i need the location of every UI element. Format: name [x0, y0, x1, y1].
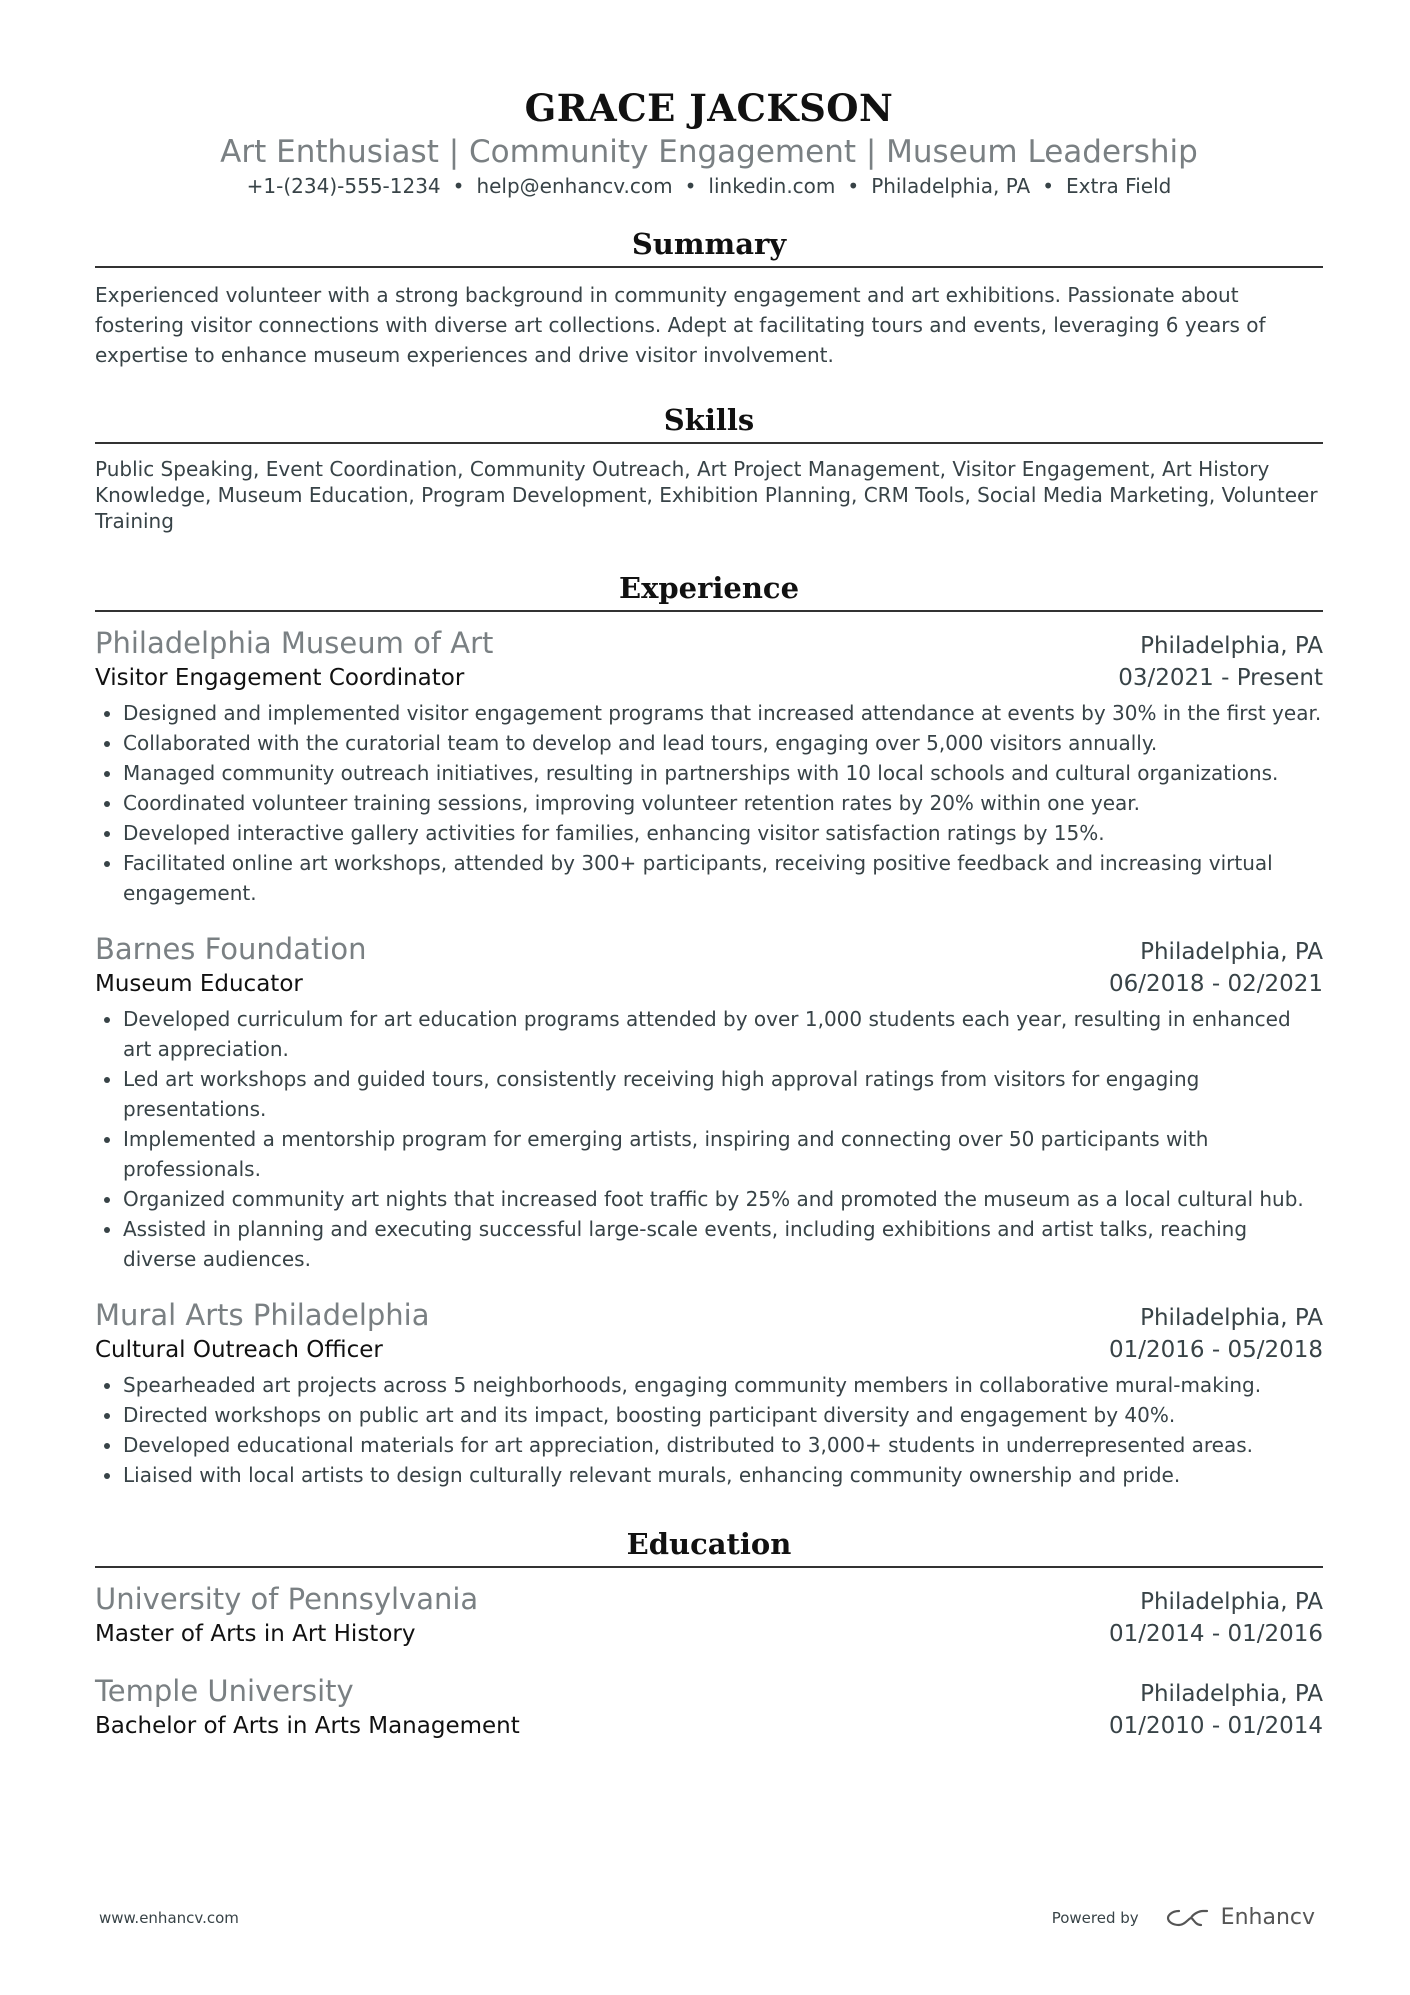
list-item: • Developed curriculum for art education programs attended by over 1,000 students each year, resulting in enhanced art appreciation. — [123, 1004, 1323, 1064]
list-item: • Developed interactive gallery activities for families, enhancing visitor satisfaction ratings by 15%. — [123, 818, 1323, 848]
list-item: • Developed educational materials for art appreciation, distributed to 3,000+ students in underrepresented areas. — [123, 1430, 1323, 1460]
summary-text: Experienced volunteer with a strong background in community engagement and art exhibitions. Passionate about fostering visitor connections with diverse art collections. Adept at facilitating tours and events, leveraging 6 years of expertise to enhance museum experiences and drive visitor involvement. — [95, 283, 1266, 367]
experience-section — [95, 568, 1323, 1490]
skills-text: Public Speaking, Event Coordination, Community Outreach, Art Project Management, Visitor Engagement, Art History Knowledge, Museum Education, Program Development, Exhibition Planning, CRM Tools, Social Media Marketing, Volunteer Training — [95, 457, 1318, 533]
experience-entry — [95, 1296, 1323, 1490]
list-item: • Liaised with local artists to design culturally relevant murals, enhancing community ownership and pride. — [123, 1460, 1323, 1490]
list-item: • Spearheaded art projects across 5 neighborhoods, engaging community members in collaborative mural-making. — [123, 1370, 1323, 1400]
school-name: Temple University — [95, 1674, 354, 1708]
list-item: • Assisted in planning and executing successful large-scale events, including exhibitions and artist talks, reaching diverse audiences. — [123, 1214, 1323, 1274]
brand-name: Enhancv — [1220, 1905, 1315, 1930]
company-location: Philadelphia, PA — [1140, 939, 1323, 965]
company-name: Mural Arts Philadelphia — [95, 1298, 430, 1332]
education-dates: 01/2010 - 01/2014 — [1108, 1713, 1323, 1739]
achievement-list — [95, 1370, 1323, 1490]
list-item: • Managed community outreach initiatives, resulting in partnerships with 10 local schools and cultural organizations. — [123, 758, 1323, 788]
company-name: Philadelphia Museum of Art — [95, 626, 494, 660]
education-heading: Education — [95, 1524, 1323, 1568]
resume-page — [95, 0, 1323, 1742]
education-section — [95, 1524, 1323, 1742]
footer-branding — [1052, 1905, 1315, 1930]
contact-email[interactable]: help@enhancv.com — [476, 174, 673, 198]
achievement-list — [95, 698, 1323, 908]
company-location: Philadelphia, PA — [1140, 633, 1323, 659]
contact-phone: +1-(234)-555-1234 — [246, 174, 441, 198]
list-item: • Collaborated with the curatorial team to develop and lead tours, engaging over 5,000 visitors annually. — [123, 728, 1323, 758]
summary-heading: Summary — [95, 224, 1323, 268]
bullet-separator: • — [847, 174, 860, 198]
skills-heading: Skills — [95, 400, 1323, 444]
contact-extra: Extra Field — [1066, 174, 1172, 198]
resume-header — [95, 0, 1323, 200]
education-dates: 01/2014 - 01/2016 — [1108, 1621, 1323, 1647]
enhancv-logo-icon — [1165, 1906, 1211, 1930]
candidate-title: Art Enthusiast | Community Engagement | Museum Leadership — [220, 134, 1198, 170]
experience-entry — [95, 930, 1323, 1274]
bullet-separator: • — [452, 174, 465, 198]
contact-line — [95, 172, 1323, 200]
list-item: • Designed and implemented visitor engagement programs that increased attendance at events by 30% in the first year. — [123, 698, 1323, 728]
bullet-separator: • — [684, 174, 697, 198]
skills-section — [95, 400, 1323, 534]
company-name: Barnes Foundation — [95, 932, 367, 966]
list-item: • Facilitated online art workshops, attended by 300+ participants, receiving positive feedback and increasing virtual engagement. — [123, 848, 1323, 908]
job-title: Museum Educator — [95, 971, 303, 997]
list-item: • Directed workshops on public art and its impact, boosting participant diversity and engagement by 40%. — [123, 1400, 1323, 1430]
list-item: • Implemented a mentorship program for emerging artists, inspiring and connecting over 50 participants with professionals. — [123, 1124, 1323, 1184]
page-footer — [99, 1905, 1315, 1930]
achievement-list — [95, 1004, 1323, 1274]
school-location: Philadelphia, PA — [1140, 1589, 1323, 1615]
degree: Bachelor of Arts in Arts Management — [95, 1713, 520, 1739]
education-entry — [95, 1672, 1323, 1742]
job-title: Visitor Engagement Coordinator — [95, 665, 465, 691]
education-entry — [95, 1580, 1323, 1650]
contact-location: Philadelphia, PA — [871, 174, 1031, 198]
job-dates: 01/2016 - 05/2018 — [1108, 1337, 1323, 1363]
bullet-separator: • — [1042, 174, 1055, 198]
summary-section — [95, 224, 1323, 370]
experience-entry — [95, 624, 1323, 908]
powered-by-label: Powered by — [1051, 1908, 1139, 1927]
company-location: Philadelphia, PA — [1140, 1305, 1323, 1331]
list-item: • Led art workshops and guided tours, consistently receiving high approval ratings from visitors for engaging presentations. — [123, 1064, 1323, 1124]
list-item: • Coordinated volunteer training sessions, improving volunteer retention rates by 20% within one year. — [123, 788, 1323, 818]
experience-heading: Experience — [95, 568, 1323, 612]
footer-website-link[interactable]: www.enhancv.com — [99, 1908, 239, 1927]
candidate-name: GRACE JACKSON — [524, 86, 894, 130]
job-dates: 06/2018 - 02/2021 — [1108, 971, 1323, 997]
contact-linkedin[interactable]: linkedin.com — [708, 174, 836, 198]
school-location: Philadelphia, PA — [1140, 1681, 1323, 1707]
job-dates: 03/2021 - Present — [1118, 665, 1323, 691]
job-title: Cultural Outreach Officer — [95, 1337, 383, 1363]
list-item: • Organized community art nights that increased foot traffic by 25% and promoted the museum as a local cultural hub. — [123, 1184, 1323, 1214]
school-name: University of Pennsylvania — [95, 1582, 479, 1616]
degree: Master of Arts in Art History — [95, 1621, 416, 1647]
